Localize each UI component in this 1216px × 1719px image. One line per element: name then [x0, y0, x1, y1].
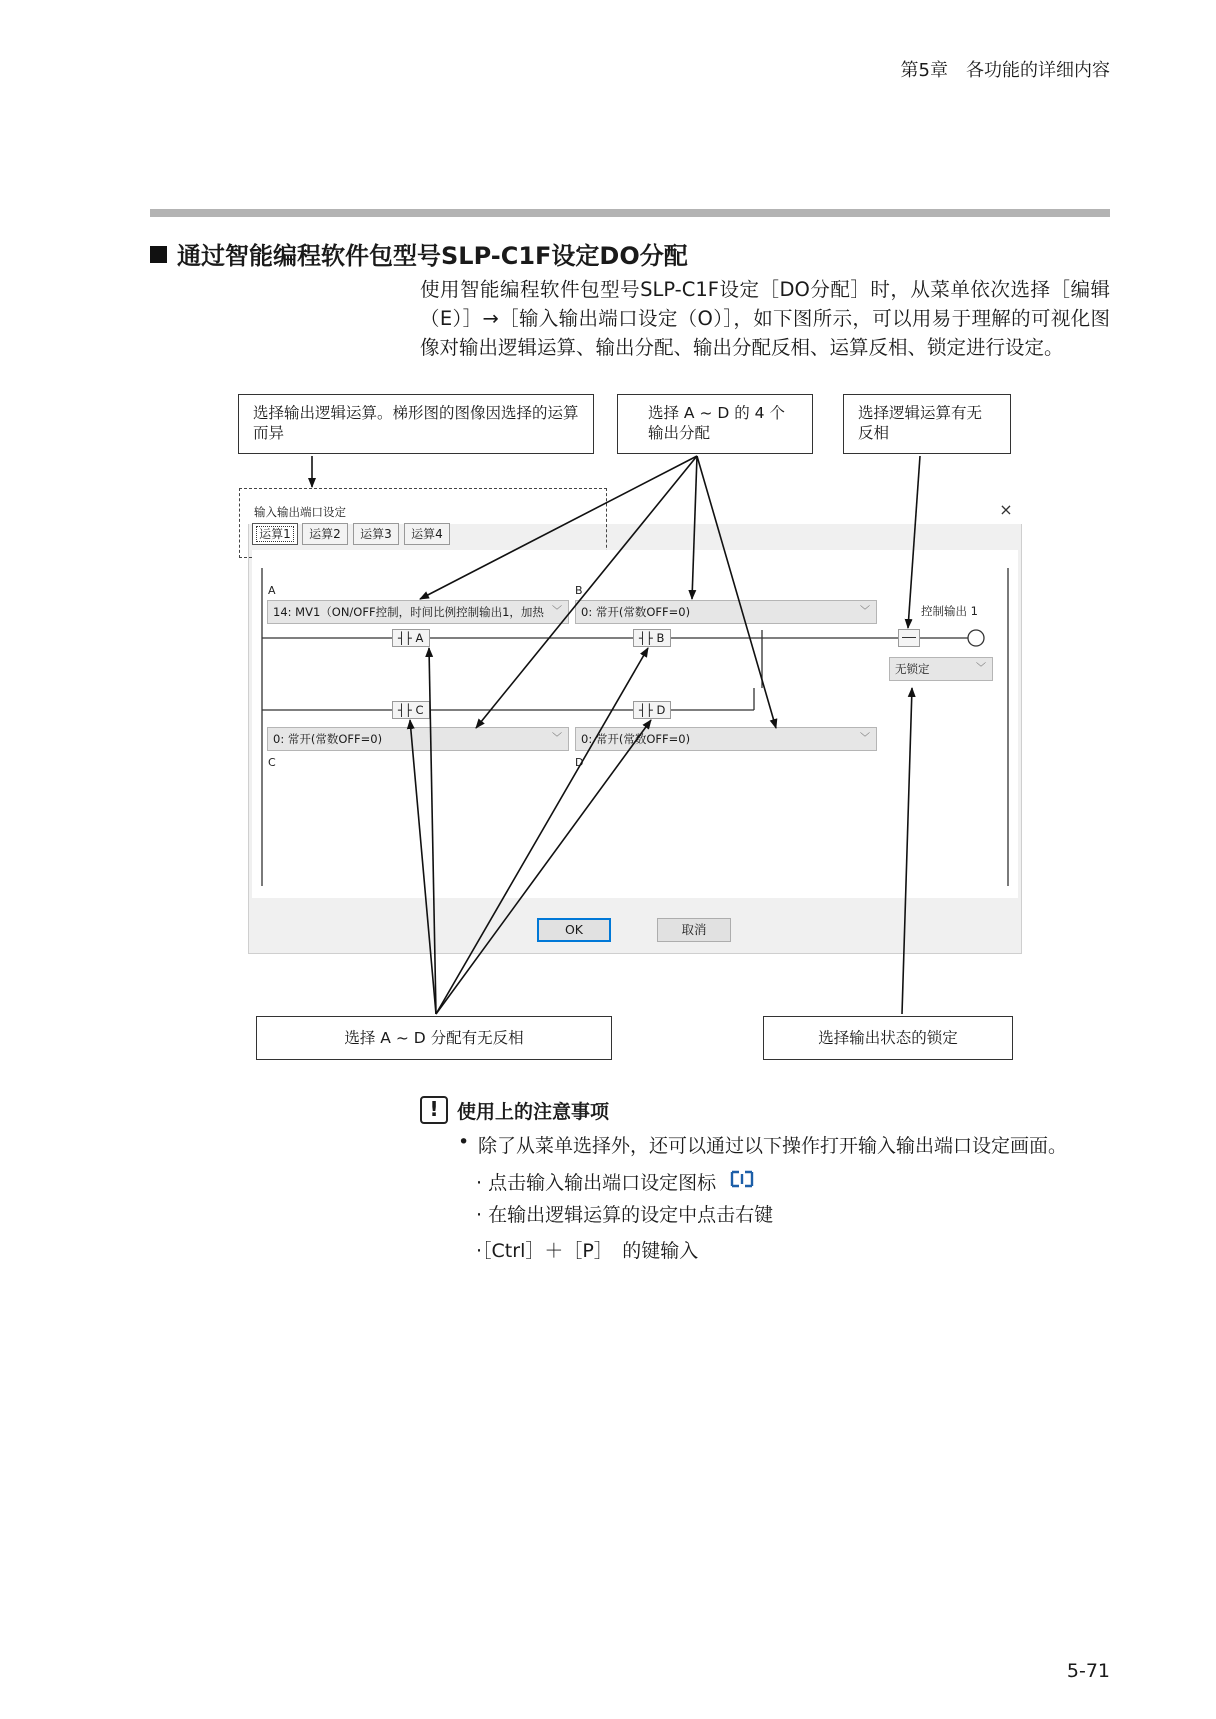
callout-assign-abcd: 选择 A ~ D 的 4 个输出分配 — [617, 394, 813, 454]
chevron-down-icon: ﹀ — [552, 733, 562, 744]
chevron-down-icon: ﹀ — [860, 606, 870, 617]
caution-sub-1-text: · 点击输入输出端口设定图标 — [476, 1172, 717, 1194]
caution-heading — [420, 1096, 609, 1124]
tab-operation-1-label: 运算1 — [256, 526, 294, 542]
label-d: D — [575, 756, 584, 769]
close-icon[interactable]: × — [999, 500, 1013, 519]
combo-assign-d-value: 0: 常开(常数OFF=0) — [581, 732, 691, 746]
callout-abcd-invert: 选择 A ~ D 分配有无反相 — [256, 1016, 612, 1060]
caution-line-1: 除了从菜单选择外，还可以通过以下操作打开输入输出端口设定画面。 — [478, 1135, 1068, 1157]
caution-icon: ! — [420, 1096, 448, 1124]
tab-operation-4[interactable]: 运算4 — [404, 523, 450, 545]
combo-assign-c-value: 0: 常开(常数OFF=0) — [273, 732, 383, 746]
contact-c[interactable]: ┤├ C — [392, 701, 430, 719]
chevron-down-icon: ﹀ — [552, 606, 562, 617]
page-number: 5-71 — [1066, 1660, 1110, 1682]
control-output-label: 控制输出 1 — [921, 604, 978, 618]
contact-b[interactable]: ┤├ B — [633, 629, 671, 647]
chevron-down-icon: ﹀ — [976, 663, 986, 674]
chevron-down-icon: ﹀ — [860, 733, 870, 744]
intro-paragraph: 使用智能编程软件包型号SLP-C1F设定［DO分配］时，从菜单依次选择［编辑（E）］→［输入输出端口设定（O）］，如下图所示，可以用易于理解的可视化图像对输出逻辑运算、输出分配、输出分配反相、运算反相、锁定进行设定。 — [420, 278, 1110, 359]
tab-operation-2[interactable]: 运算2 — [302, 523, 348, 545]
section-title-text: 通过智能编程软件包型号SLP-C1F设定DO分配 — [177, 242, 688, 270]
caution-sub-3: ·［Ctrl］＋［P］ 的键输入 — [476, 1240, 699, 1262]
cancel-button[interactable]: 取消 — [657, 918, 731, 942]
contact-d[interactable]: ┤├ D — [633, 701, 671, 719]
io-port-settings-icon — [728, 1168, 756, 1190]
lock-select-value: 无锁定 — [895, 662, 930, 676]
caution-title: 使用上的注意事项 — [457, 1100, 610, 1123]
caution-sub-2: · 在输出逻辑运算的设定中点击右键 — [476, 1204, 774, 1226]
combo-assign-a-value: 14: MV1（ON/OFF控制，时间比例控制输出1，加热 — [273, 605, 544, 619]
tab-operation-3[interactable]: 运算3 — [353, 523, 399, 545]
combo-assign-b-value: 0: 常开(常数OFF=0) — [581, 605, 691, 619]
callout-logic-operation: 选择输出逻辑运算。梯形图的图像因选择的运算而异 — [238, 394, 594, 454]
callout-output-lock: 选择输出状态的锁定 — [763, 1016, 1013, 1060]
label-c: C — [268, 756, 276, 769]
label-a: A — [268, 584, 276, 597]
caution-bullet: • — [458, 1131, 470, 1153]
ok-button[interactable]: OK — [537, 918, 611, 942]
caution-sub-1 — [476, 1168, 756, 1195]
dialog-title: 输入输出端口设定 — [254, 505, 346, 519]
callout-logic-invert: 选择逻辑运算有无反相 — [843, 394, 1011, 454]
label-b: B — [575, 584, 583, 597]
chapter-header: 第5章 各功能的详细内容 — [900, 60, 1110, 81]
contact-a[interactable]: ┤├ A — [392, 629, 430, 647]
